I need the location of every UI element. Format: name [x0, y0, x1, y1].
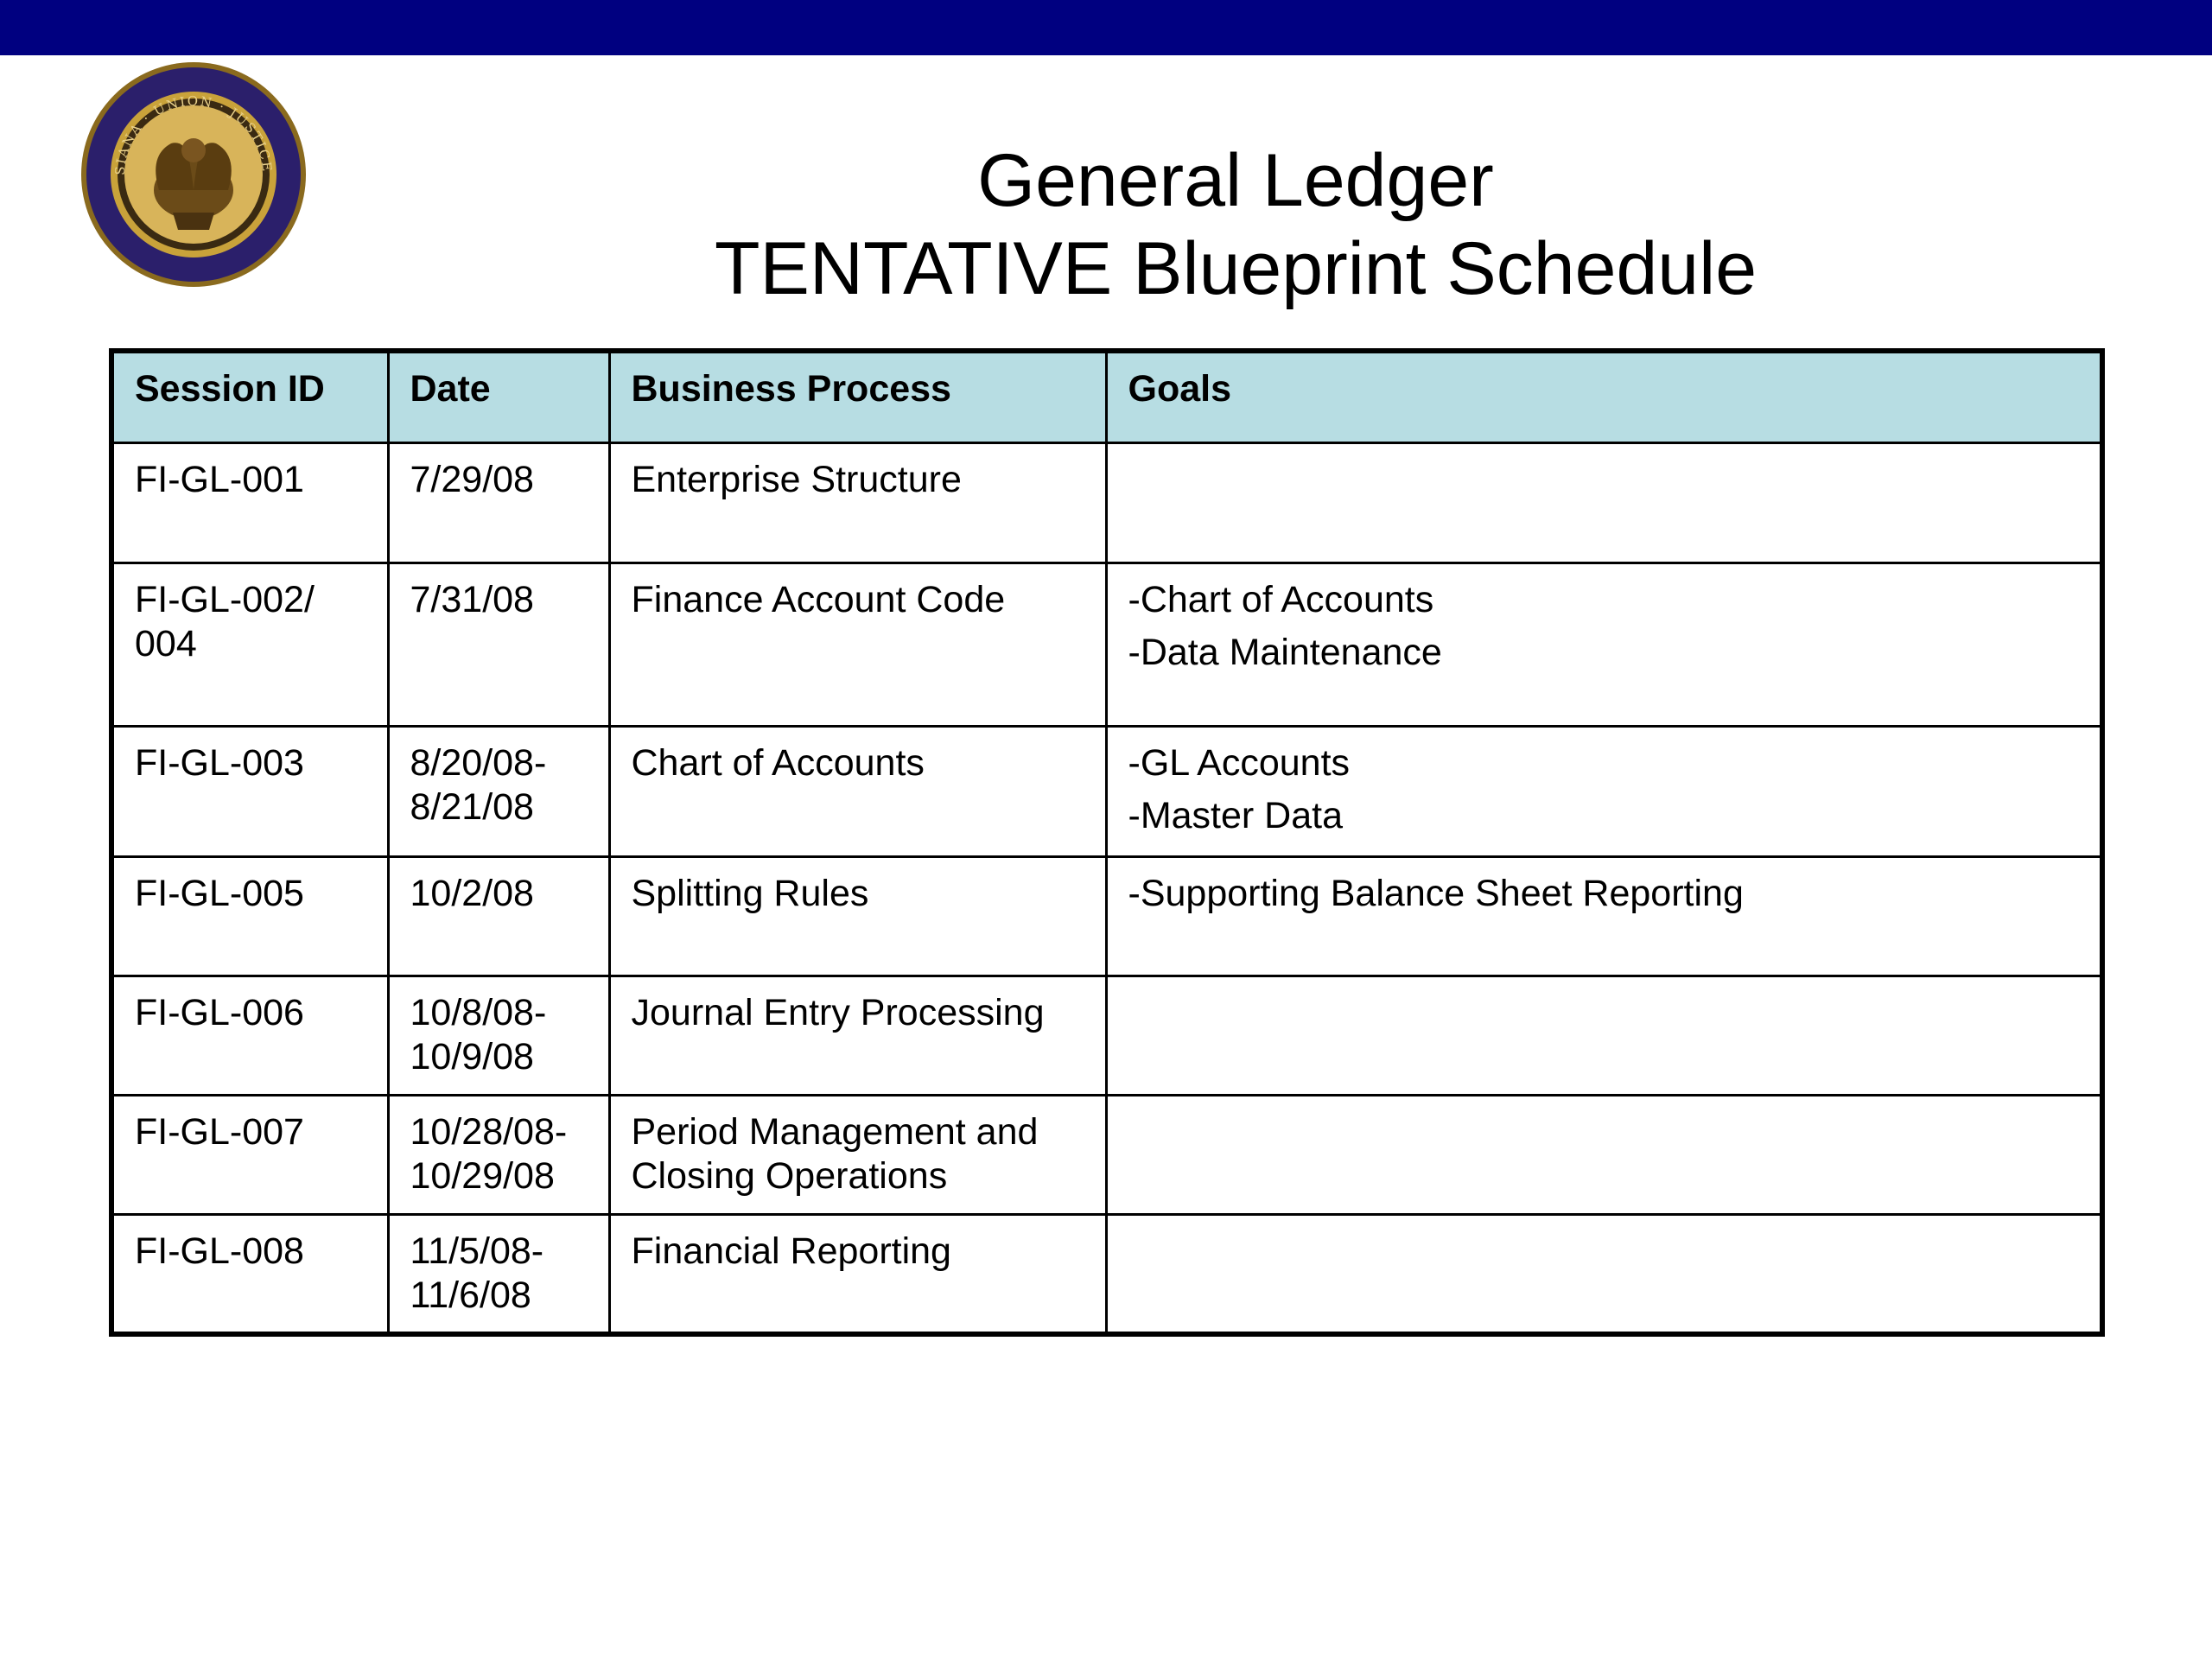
cell-date: 10/2/08 [388, 857, 609, 976]
goal-item: -GL Accounts [1128, 742, 1351, 784]
cell-business-process: Financial Reporting [609, 1215, 1106, 1334]
cell-session-id: FI-GL-001 [111, 443, 388, 563]
cell-business-process: Splitting Rules [609, 857, 1106, 976]
cell-business-process: Enterprise Structure [609, 443, 1106, 563]
cell-business-process: Finance Account Code [609, 563, 1106, 727]
table-row [111, 727, 2102, 857]
cell-date: 10/8/08- 10/9/08 [388, 976, 609, 1096]
table-row [111, 563, 2102, 727]
table-row [111, 443, 2102, 563]
cell-session-id: FI-GL-008 [111, 1215, 388, 1334]
blueprint-schedule-table [109, 348, 2105, 1337]
cell-goals [1106, 857, 2102, 976]
goal-item: -Data Maintenance [1128, 632, 1442, 673]
goal-item: -Chart of Accounts [1128, 579, 1434, 620]
cell-business-process: Period Management and Closing Operations [609, 1096, 1106, 1215]
header-session-id: Session ID [111, 351, 388, 443]
title-line-1: General Ledger [977, 139, 1494, 222]
header-goals: Goals [1106, 351, 2102, 443]
cell-goals [1106, 1215, 2102, 1334]
cell-date: 7/31/08 [388, 563, 609, 727]
goal-item: -Master Data [1128, 795, 1344, 836]
cell-business-process: Journal Entry Processing [609, 976, 1106, 1096]
header-date: Date [388, 351, 609, 443]
cell-date: 7/29/08 [388, 443, 609, 563]
header-business-process: Business Process [609, 351, 1106, 443]
table-row [111, 857, 2102, 976]
cell-session-id: FI-GL-007 [111, 1096, 388, 1215]
goal-item: -Supporting Balance Sheet Reporting [1128, 873, 1744, 914]
top-banner [0, 0, 2212, 55]
cell-goals [1106, 1096, 2102, 1215]
state-seal-logo [79, 60, 308, 289]
cell-date: 8/20/08- 8/21/08 [388, 727, 609, 857]
table-row [111, 1215, 2102, 1334]
cell-session-id: FI-GL-002/ 004 [111, 563, 388, 727]
seal-text: SIANA · UNION · JUSTICE [111, 92, 276, 176]
slide-title [657, 137, 1815, 313]
cell-goals [1106, 563, 2102, 727]
table-row [111, 1096, 2102, 1215]
table-header-row [111, 351, 2102, 443]
cell-date: 11/5/08- 11/6/08 [388, 1215, 609, 1334]
cell-business-process: Chart of Accounts [609, 727, 1106, 857]
cell-session-id: FI-GL-005 [111, 857, 388, 976]
cell-goals [1106, 443, 2102, 563]
cell-session-id: FI-GL-003 [111, 727, 388, 857]
cell-goals [1106, 976, 2102, 1096]
cell-date: 10/28/08- 10/29/08 [388, 1096, 609, 1215]
title-line-2: TENTATIVE Blueprint Schedule [714, 227, 1758, 310]
table-row [111, 976, 2102, 1096]
cell-goals [1106, 727, 2102, 857]
cell-session-id: FI-GL-006 [111, 976, 388, 1096]
